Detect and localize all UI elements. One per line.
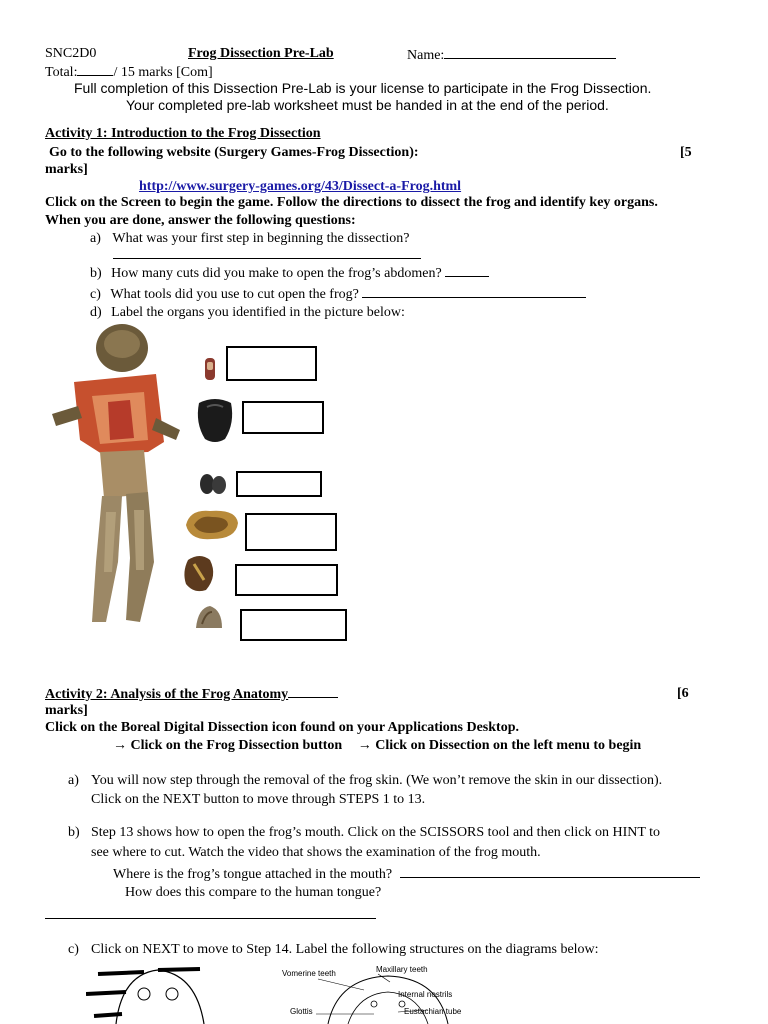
name-field[interactable] (407, 46, 616, 64)
item-a-letter: a) (68, 773, 79, 788)
activity1-heading: Activity 1: Introduction to the Frog Dissection (45, 126, 321, 141)
tongue-answer-line[interactable] (400, 865, 700, 878)
organ-2-image (195, 395, 235, 445)
question-letter: c) (90, 287, 101, 302)
organ-5-image (180, 550, 220, 596)
item-c-letter: c) (68, 942, 79, 957)
question-b (90, 264, 489, 282)
mouth-label-internal-nostrils: Internal nostrils (398, 990, 453, 999)
step-2-text: Click on Dissection on the left menu to begin (375, 738, 642, 753)
activity1-marks: [5 (680, 145, 692, 160)
step-1-text: Click on the Frog Dissection button (130, 738, 343, 753)
total-label: Total: (45, 65, 78, 80)
name-blank[interactable] (444, 46, 616, 59)
course-code: SNC2D0 (45, 46, 97, 61)
organ-label-box-6[interactable] (240, 609, 347, 641)
dissected-frog-image (44, 322, 186, 626)
tongue-question-text: Where is the frog’s tongue attached in the mouth? (113, 867, 393, 882)
item-b-line2: see where to cut. Watch the video that shows the examination of the frog mouth. (91, 845, 541, 860)
activity2-instruction: Click on the Boreal Digital Dissection icon found on your Applications Desktop. (45, 720, 519, 735)
activity2-steps (113, 738, 641, 754)
organ-label-box-3[interactable] (236, 471, 322, 497)
question-c (90, 285, 586, 303)
question-d (90, 305, 405, 321)
mouth-label-eustachian-tube: Eustachian tube (404, 1007, 462, 1016)
activity2-heading: Activity 2: Analysis of the Frog Anatomy (45, 687, 289, 702)
mouth-label-vomerine-teeth: Vomerine teeth (282, 969, 336, 978)
organ-4-image (180, 505, 242, 545)
total-suffix: / 15 marks [Com] (113, 65, 213, 80)
organ-label-box-5[interactable] (235, 564, 338, 596)
frog-head-diagram (86, 964, 216, 1024)
activity2-heading-underline (288, 686, 338, 698)
arrow-icon: → (357, 738, 372, 753)
organ-3-image (198, 472, 228, 496)
arrow-icon: → (113, 738, 127, 753)
organ-1-image (202, 356, 218, 382)
activity1-instruction: Go to the following website (Surgery Games-Frog Dissection): (49, 145, 419, 160)
answer-line-a[interactable] (113, 258, 421, 259)
activity1-directions-1: Click on the Screen to begin the game. Follow the directions to dissect the frog and identify key organs. (45, 195, 658, 210)
organ-6-image (192, 602, 226, 632)
answer-line-b[interactable] (445, 264, 489, 277)
answer-line-c[interactable] (362, 285, 586, 298)
tongue-question (113, 865, 700, 883)
total-field (45, 63, 213, 81)
item-a-line2: Click on the NEXT button to move through STEPS 1 to 13. (91, 792, 426, 807)
question-letter: b) (90, 266, 102, 281)
organ-label-box-2[interactable] (242, 401, 324, 434)
name-label: Name: (407, 48, 445, 63)
compare-question: How does this compare to the human tongue? (125, 885, 382, 900)
activity2-marks: [6 (677, 686, 689, 701)
question-text: How many cuts did you make to open the frog’s abdomen? (111, 266, 442, 281)
question-letter: a) (90, 231, 101, 246)
intro-line-1: Full completion of this Dissection Pre-Lab is your license to participate in the Frog Dissection. (74, 80, 652, 96)
mouth-label-maxillary-teeth: Maxillary teeth (376, 965, 428, 974)
activity1-directions-2: When you are done, answer the following questions: (45, 213, 356, 228)
question-letter: d) (90, 305, 102, 320)
total-blank[interactable] (77, 63, 113, 76)
item-b-letter: b) (68, 825, 80, 840)
question-a (90, 231, 409, 247)
activity1-marks-cont: marks] (45, 162, 88, 177)
mouth-label-glottis: Glottis (290, 1007, 313, 1016)
item-b-line1: Step 13 shows how to open the frog’s mouth. Click on the SCISSORS tool and then click on HINT to (91, 825, 661, 840)
organ-label-box-1[interactable] (226, 346, 317, 381)
organ-label-box-4[interactable] (245, 513, 337, 551)
item-a-line1: You will now step through the removal of the frog skin. (We won’t remove the skin in our dissection). (91, 773, 663, 788)
activity2-marks-cont: marks] (45, 703, 88, 718)
compare-answer-line[interactable] (45, 918, 376, 919)
intro-line-2: Your completed pre-lab worksheet must be handed in at the end of the period. (126, 97, 609, 113)
question-text: What tools did you use to cut open the frog? (110, 287, 359, 302)
surgery-games-link[interactable]: http://www.surgery-games.org/43/Dissect-a-Frog.html (139, 179, 462, 194)
question-text: What was your first step in beginning the dissection? (112, 231, 410, 246)
activity2-heading-row (45, 686, 338, 703)
question-text: Label the organs you identified in the picture below: (111, 305, 405, 320)
item-c-text: Click on NEXT to move to Step 14. Label the following structures on the diagrams below: (91, 942, 599, 957)
page-title: Frog Dissection Pre-Lab (188, 46, 334, 61)
